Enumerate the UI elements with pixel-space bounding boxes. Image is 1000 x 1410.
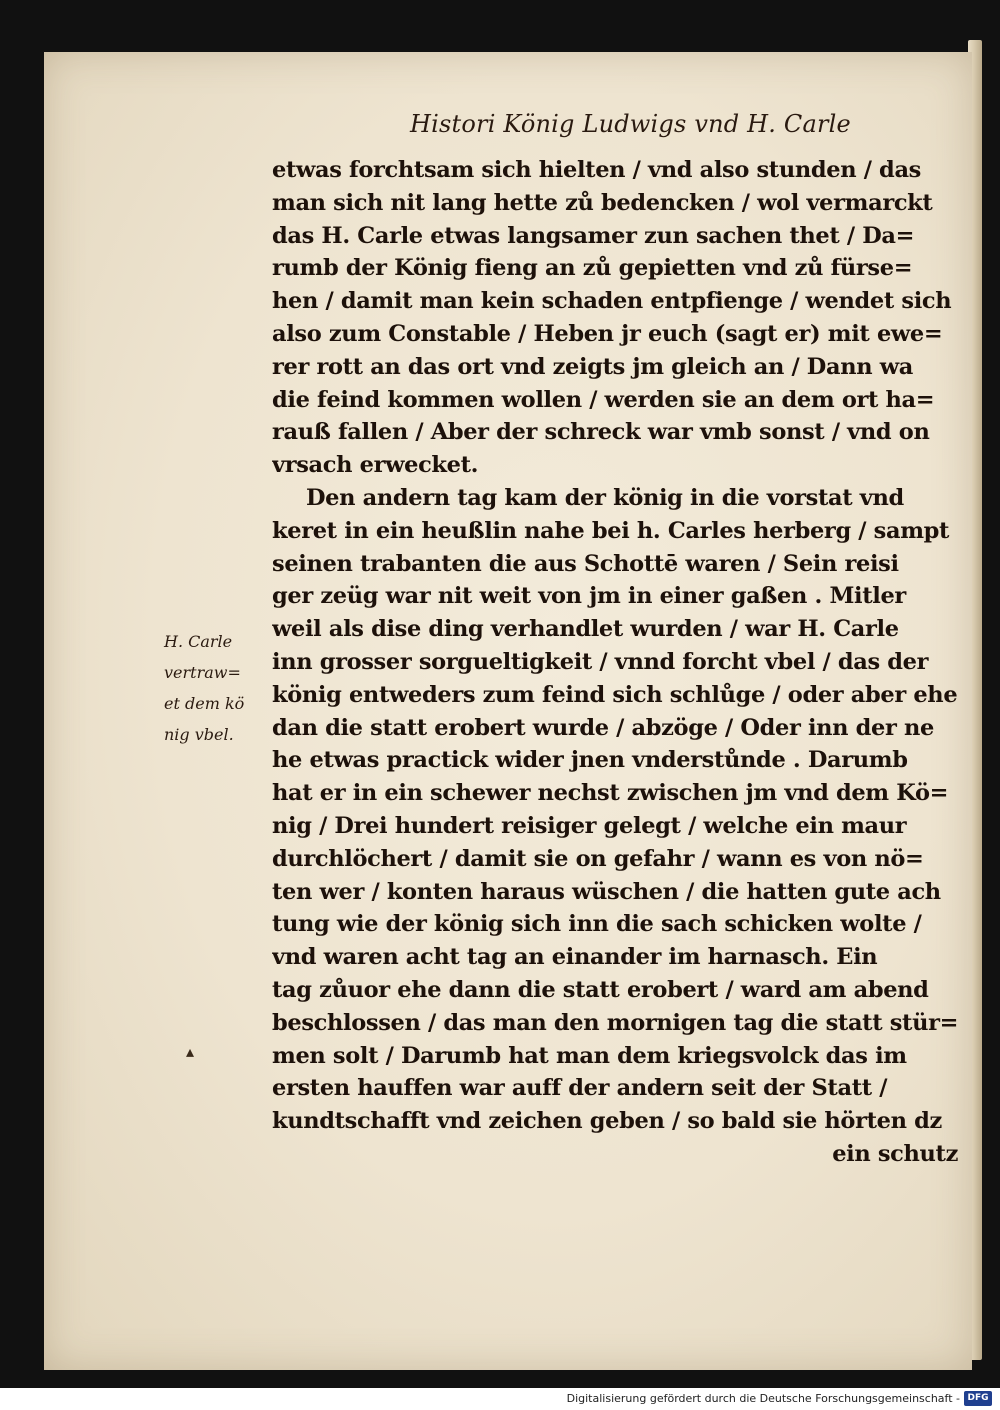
- text-line: weil als dise ding verhandlet wurden / war H. Carle: [272, 616, 899, 643]
- marginal-mark-icon: ▴: [186, 1042, 195, 1061]
- text-line: hen / damit man kein schaden entpfienge / wendet sich: [272, 288, 952, 315]
- funding-credit: Digitalisierung gefördert durch die Deutsche Forschungsgemeinschaft -: [566, 1392, 960, 1405]
- text-line: tung wie der könig sich inn die sach schicken wolte /: [272, 911, 922, 938]
- text-line: also zum Constable / Heben jr euch (sagt er) mit ewe=: [272, 320, 943, 347]
- text-line: vrsach erwecket.: [272, 452, 479, 479]
- running-header: Histori König Ludwigs vnd H. Carle: [410, 110, 851, 138]
- text-line: seinen trabanten die aus Schottē waren / Sein reisi: [272, 550, 899, 577]
- text-line: men solt / Darumb hat man dem kriegsvolck das im: [272, 1042, 907, 1069]
- text-line: beschlossen / das man den mornigen tag die statt stür=: [272, 1009, 958, 1036]
- catchword: ein schutz: [832, 1140, 958, 1167]
- text-line: tag zůuor ehe dann die statt erobert / ward am abend: [272, 976, 929, 1003]
- text-line: man sich nit lang hette zů bedencken / wol vermarckt: [272, 189, 933, 216]
- margin-note: [164, 626, 274, 750]
- text-line: rauß fallen / Aber der schreck war vmb sonst / vnd on: [272, 419, 930, 446]
- dfg-logo-icon: DFG: [964, 1391, 992, 1406]
- text-line: könig entweders zum feind sich schlůge / oder aber ehe: [272, 681, 958, 708]
- margin-note-line: nig vbel.: [164, 725, 234, 744]
- text-line: ten wer / konten haraus wüschen / die hatten gute ach: [272, 878, 941, 905]
- text-line: rumb der König fieng an zů gepietten vnd zů fürse=: [272, 255, 913, 282]
- text-line: hat er in ein schewer nechst zwischen jm vnd dem Kö=: [272, 780, 949, 807]
- text-line: kundtschafft vnd zeichen geben / so bald sie hörten dz: [272, 1108, 942, 1135]
- credit-bar: [0, 1388, 1000, 1410]
- text-line: keret in ein heußlin nahe bei h. Carles herberg / sampt: [272, 517, 950, 544]
- text-line: etwas forchtsam sich hielten / vnd also stunden / das: [272, 157, 921, 183]
- text-line: ger zeüg war nit weit von jm in einer gaßen . Mitler: [272, 583, 906, 610]
- margin-note-line: H. Carle: [164, 632, 233, 651]
- text-line: nig / Drei hundert reisiger gelegt / welche ein maur: [272, 812, 907, 839]
- body-text: [272, 154, 958, 1171]
- text-line: he etwas practick wider jnen vnderstůnde . Darumb: [272, 747, 908, 774]
- text-line: durchlöchert / damit sie on gefahr / wann es von nö=: [272, 845, 924, 872]
- text-line: ersten hauffen war auff der andern seit der Statt /: [272, 1075, 888, 1102]
- text-line: inn grosser sorgueltigkeit / vnnd forcht vbel / das der: [272, 648, 929, 675]
- page: [44, 52, 972, 1370]
- text-line: Den andern tag kam der könig in die vorstat vnd: [306, 484, 904, 511]
- text-line: die feind kommen wollen / werden sie an dem ort ha=: [272, 386, 935, 413]
- text-line: rer rott an das ort vnd zeigts jm gleich an / Dann wa: [272, 353, 913, 380]
- margin-note-line: et dem kö: [164, 694, 245, 713]
- text-line: vnd waren acht tag an einander im harnasch. Ein: [272, 944, 878, 971]
- text-line: dan die statt erobert wurde / abzöge / Oder inn der ne: [272, 714, 934, 741]
- margin-note-line: vertraw=: [164, 663, 241, 682]
- text-line: das H. Carle etwas langsamer zun sachen thet / Da=: [272, 222, 915, 249]
